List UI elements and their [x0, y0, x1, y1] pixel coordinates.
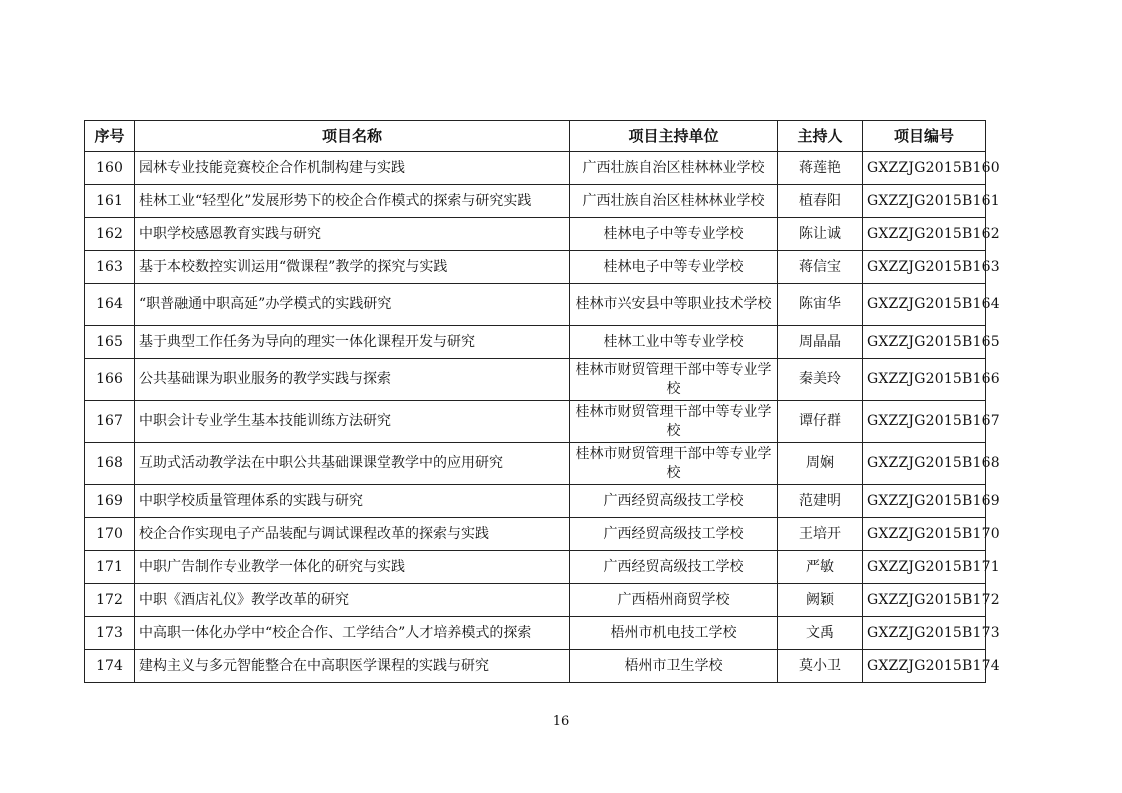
cell-no: 173	[85, 617, 135, 650]
table-row	[85, 584, 986, 617]
cell-unit: 广西壮族自治区桂林林业学校	[570, 185, 778, 218]
table-body	[85, 152, 1000, 683]
cell-name: 中高职一体化办学中“校企合作、工学结合”人才培养模式的探索	[135, 617, 570, 650]
table-row	[85, 251, 986, 284]
cell-no: 169	[85, 485, 135, 518]
cell-host: 秦美玲	[778, 359, 863, 401]
cell-unit: 梧州市机电技工学校	[570, 617, 778, 650]
cell-unit: 广西梧州商贸学校	[570, 584, 778, 617]
cell-name: “职普融通中职高延”办学模式的实践研究	[135, 284, 570, 326]
cell-name: 中职《酒店礼仪》教学改革的研究	[135, 584, 570, 617]
cell-no: 167	[85, 401, 135, 443]
cell-host: 植春阳	[778, 185, 863, 218]
cell-code: GXZZJG2015B173	[863, 617, 986, 650]
cell-unit: 桂林电子中等专业学校	[570, 218, 778, 251]
cell-host: 莫小卫	[778, 650, 863, 683]
cell-host: 蒋莲艳	[778, 152, 863, 185]
cell-code: GXZZJG2015B171	[863, 551, 986, 584]
cell-code: GXZZJG2015B168	[863, 443, 986, 485]
cell-unit: 梧州市卫生学校	[570, 650, 778, 683]
cell-host: 陈宙华	[778, 284, 863, 326]
cell-host: 严敏	[778, 551, 863, 584]
cell-unit: 桂林工业中等专业学校	[570, 326, 778, 359]
cell-unit: 广西经贸高级技工学校	[570, 518, 778, 551]
cell-host: 文禹	[778, 617, 863, 650]
header-name: 项目名称	[135, 121, 570, 152]
cell-host: 谭仔群	[778, 401, 863, 443]
cell-no: 171	[85, 551, 135, 584]
cell-host: 王培开	[778, 518, 863, 551]
cell-host: 范建明	[778, 485, 863, 518]
header-unit: 项目主持单位	[570, 121, 778, 152]
cell-code: GXZZJG2015B165	[863, 326, 986, 359]
header-row	[85, 121, 986, 152]
cell-host: 蒋信宝	[778, 251, 863, 284]
cell-code: GXZZJG2015B160	[863, 152, 986, 185]
header-code: 项目编号	[863, 121, 986, 152]
cell-unit: 桂林市财贸管理干部中等专业学校	[570, 443, 778, 485]
table-row	[85, 284, 986, 326]
cell-code: GXZZJG2015B174	[863, 650, 986, 683]
cell-code: GXZZJG2015B167	[863, 401, 986, 443]
cell-no: 162	[85, 218, 135, 251]
cell-name: 基于典型工作任务为导向的理实一体化课程开发与研究	[135, 326, 570, 359]
cell-host: 阙颖	[778, 584, 863, 617]
cell-no: 160	[85, 152, 135, 185]
cell-name: 公共基础课为职业服务的教学实践与探索	[135, 359, 570, 401]
cell-host: 周晶晶	[778, 326, 863, 359]
table-row	[85, 152, 986, 185]
cell-name: 基于本校数控实训运用“微课程”教学的探究与实践	[135, 251, 570, 284]
cell-unit: 广西壮族自治区桂林林业学校	[570, 152, 778, 185]
cell-name: 中职学校质量管理体系的实践与研究	[135, 485, 570, 518]
cell-name: 校企合作实现电子产品装配与调试课程改革的探索与实践	[135, 518, 570, 551]
cell-name: 建构主义与多元智能整合在中高职医学课程的实践与研究	[135, 650, 570, 683]
cell-unit: 广西经贸高级技工学校	[570, 485, 778, 518]
cell-code: GXZZJG2015B172	[863, 584, 986, 617]
cell-code: GXZZJG2015B169	[863, 485, 986, 518]
cell-unit: 广西经贸高级技工学校	[570, 551, 778, 584]
project-table	[84, 120, 1000, 683]
table-row	[85, 518, 986, 551]
cell-unit: 桂林市财贸管理干部中等专业学校	[570, 401, 778, 443]
cell-name: 中职广告制作专业教学一体化的研究与实践	[135, 551, 570, 584]
cell-no: 174	[85, 650, 135, 683]
table-row	[85, 617, 986, 650]
header-no: 序号	[85, 121, 135, 152]
cell-name: 园林专业技能竞赛校企合作机制构建与实践	[135, 152, 570, 185]
cell-unit: 桂林电子中等专业学校	[570, 251, 778, 284]
cell-code: GXZZJG2015B163	[863, 251, 986, 284]
table-row	[85, 185, 986, 218]
table-row	[85, 485, 986, 518]
cell-no: 163	[85, 251, 135, 284]
table-row	[85, 359, 986, 401]
cell-host: 陈让诚	[778, 218, 863, 251]
cell-no: 165	[85, 326, 135, 359]
cell-name: 桂林工业“轻型化”发展形势下的校企合作模式的探索与研究实践	[135, 185, 570, 218]
table-row	[85, 326, 986, 359]
cell-no: 172	[85, 584, 135, 617]
table-row	[85, 401, 986, 443]
table-row	[85, 443, 986, 485]
table-row	[85, 218, 986, 251]
cell-code: GXZZJG2015B166	[863, 359, 986, 401]
cell-no: 166	[85, 359, 135, 401]
cell-code: GXZZJG2015B164	[863, 284, 986, 326]
cell-unit: 桂林市兴安县中等职业技术学校	[570, 284, 778, 326]
cell-host: 周娴	[778, 443, 863, 485]
cell-unit: 桂林市财贸管理干部中等专业学校	[570, 359, 778, 401]
page-number: 16	[552, 714, 570, 729]
cell-no: 168	[85, 443, 135, 485]
cell-no: 164	[85, 284, 135, 326]
cell-no: 170	[85, 518, 135, 551]
cell-code: GXZZJG2015B161	[863, 185, 986, 218]
cell-name: 中职学校感恩教育实践与研究	[135, 218, 570, 251]
cell-name: 中职会计专业学生基本技能训练方法研究	[135, 401, 570, 443]
table-header	[85, 121, 986, 152]
cell-name: 互助式活动教学法在中职公共基础课课堂教学中的应用研究	[135, 443, 570, 485]
table-row	[85, 650, 986, 683]
table-row	[85, 551, 986, 584]
cell-code: GXZZJG2015B170	[863, 518, 986, 551]
cell-no: 161	[85, 185, 135, 218]
cell-code: GXZZJG2015B162	[863, 218, 986, 251]
header-host: 主持人	[778, 121, 863, 152]
